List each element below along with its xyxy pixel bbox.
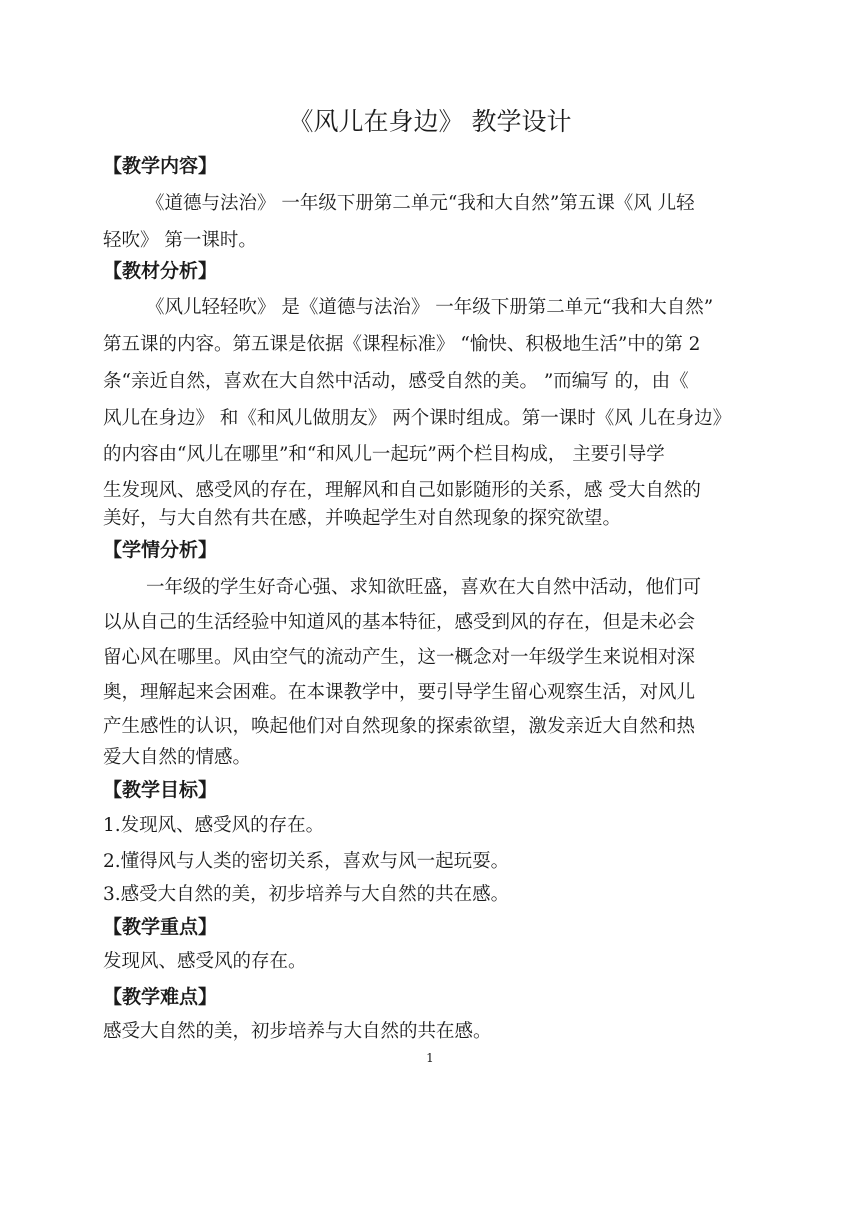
document-title: 《风儿在身边》 教学设计 [288,107,572,136]
material-line: 的内容由“风儿在哪里”和“和风儿一起玩”两个栏目构成， 主要引导学 [103,444,665,465]
heading-material-analysis: 【教材分析】 [103,260,218,282]
students-line: 爱大自然的情感。 [103,747,252,768]
content-line: 轻吹》 第一课时。 [103,230,257,251]
goal-item: 1.发现风、感受风的存在。 [103,815,325,836]
content-line: 《道德与法治》 一年级下册第二单元“我和大自然”第五课《风 儿轻 [146,193,695,214]
heading-teaching-content: 【教学内容】 [103,155,218,177]
heading-student-analysis: 【学情分析】 [103,539,218,561]
students-line: 一年级的学生好奇心强、求知欲旺盛，喜欢在大自然中活动，他们可 [146,577,702,598]
students-line: 留心风在哪里。风由空气的流动产生，这一概念对一年级学生来说相对深 [103,647,696,668]
difficulty-text: 感受大自然的美，初步培养与大自然的共在感。 [103,1021,492,1042]
students-line: 奥，理解起来会困难。在本课教学中，要引导学生留心观察生活，对风儿 [103,682,696,703]
heading-teaching-key: 【教学重点】 [103,916,218,938]
page-number: 1 [426,1051,434,1065]
students-line: 产生感性的认识，唤起他们对自然现象的探索欲望，激发亲近大自然和热 [103,716,696,737]
material-line: 《风儿轻轻吹》 是《道德与法治》 一年级下册第二单元“我和大自然” [146,297,714,318]
material-line: 生发现风、感受风的存在，理解风和自己如影随形的关系，感 受大自然的 [103,480,701,501]
students-line: 以从自己的生活经验中知道风的基本特征，感受到风的存在，但是未必会 [103,612,696,633]
heading-teaching-goals: 【教学目标】 [103,779,218,801]
material-line: 风儿在身边》 和《和风儿做朋友》 两个课时组成。第一课时《风 儿在身边》 [103,408,732,429]
goal-item: 2.懂得风与人类的密切关系，喜欢与风一起玩耍。 [103,851,510,872]
heading-teaching-difficulty: 【教学难点】 [103,986,218,1008]
material-line: 条“亲近自然，喜欢在大自然中活动，感受自然的美。 ”而编写 的，由《 [103,371,689,392]
material-line: 第五课的内容。第五课是依据《课程标准》 “愉快、积极地生活”中的第 2 [103,334,701,355]
goal-item: 3.感受大自然的美，初步培养与大自然的共在感。 [103,884,510,905]
key-point-text: 发现风、感受风的存在。 [103,951,307,972]
material-line: 美好，与大自然有共在感，并唤起学生对自然现象的探究欲望。 [103,508,622,529]
